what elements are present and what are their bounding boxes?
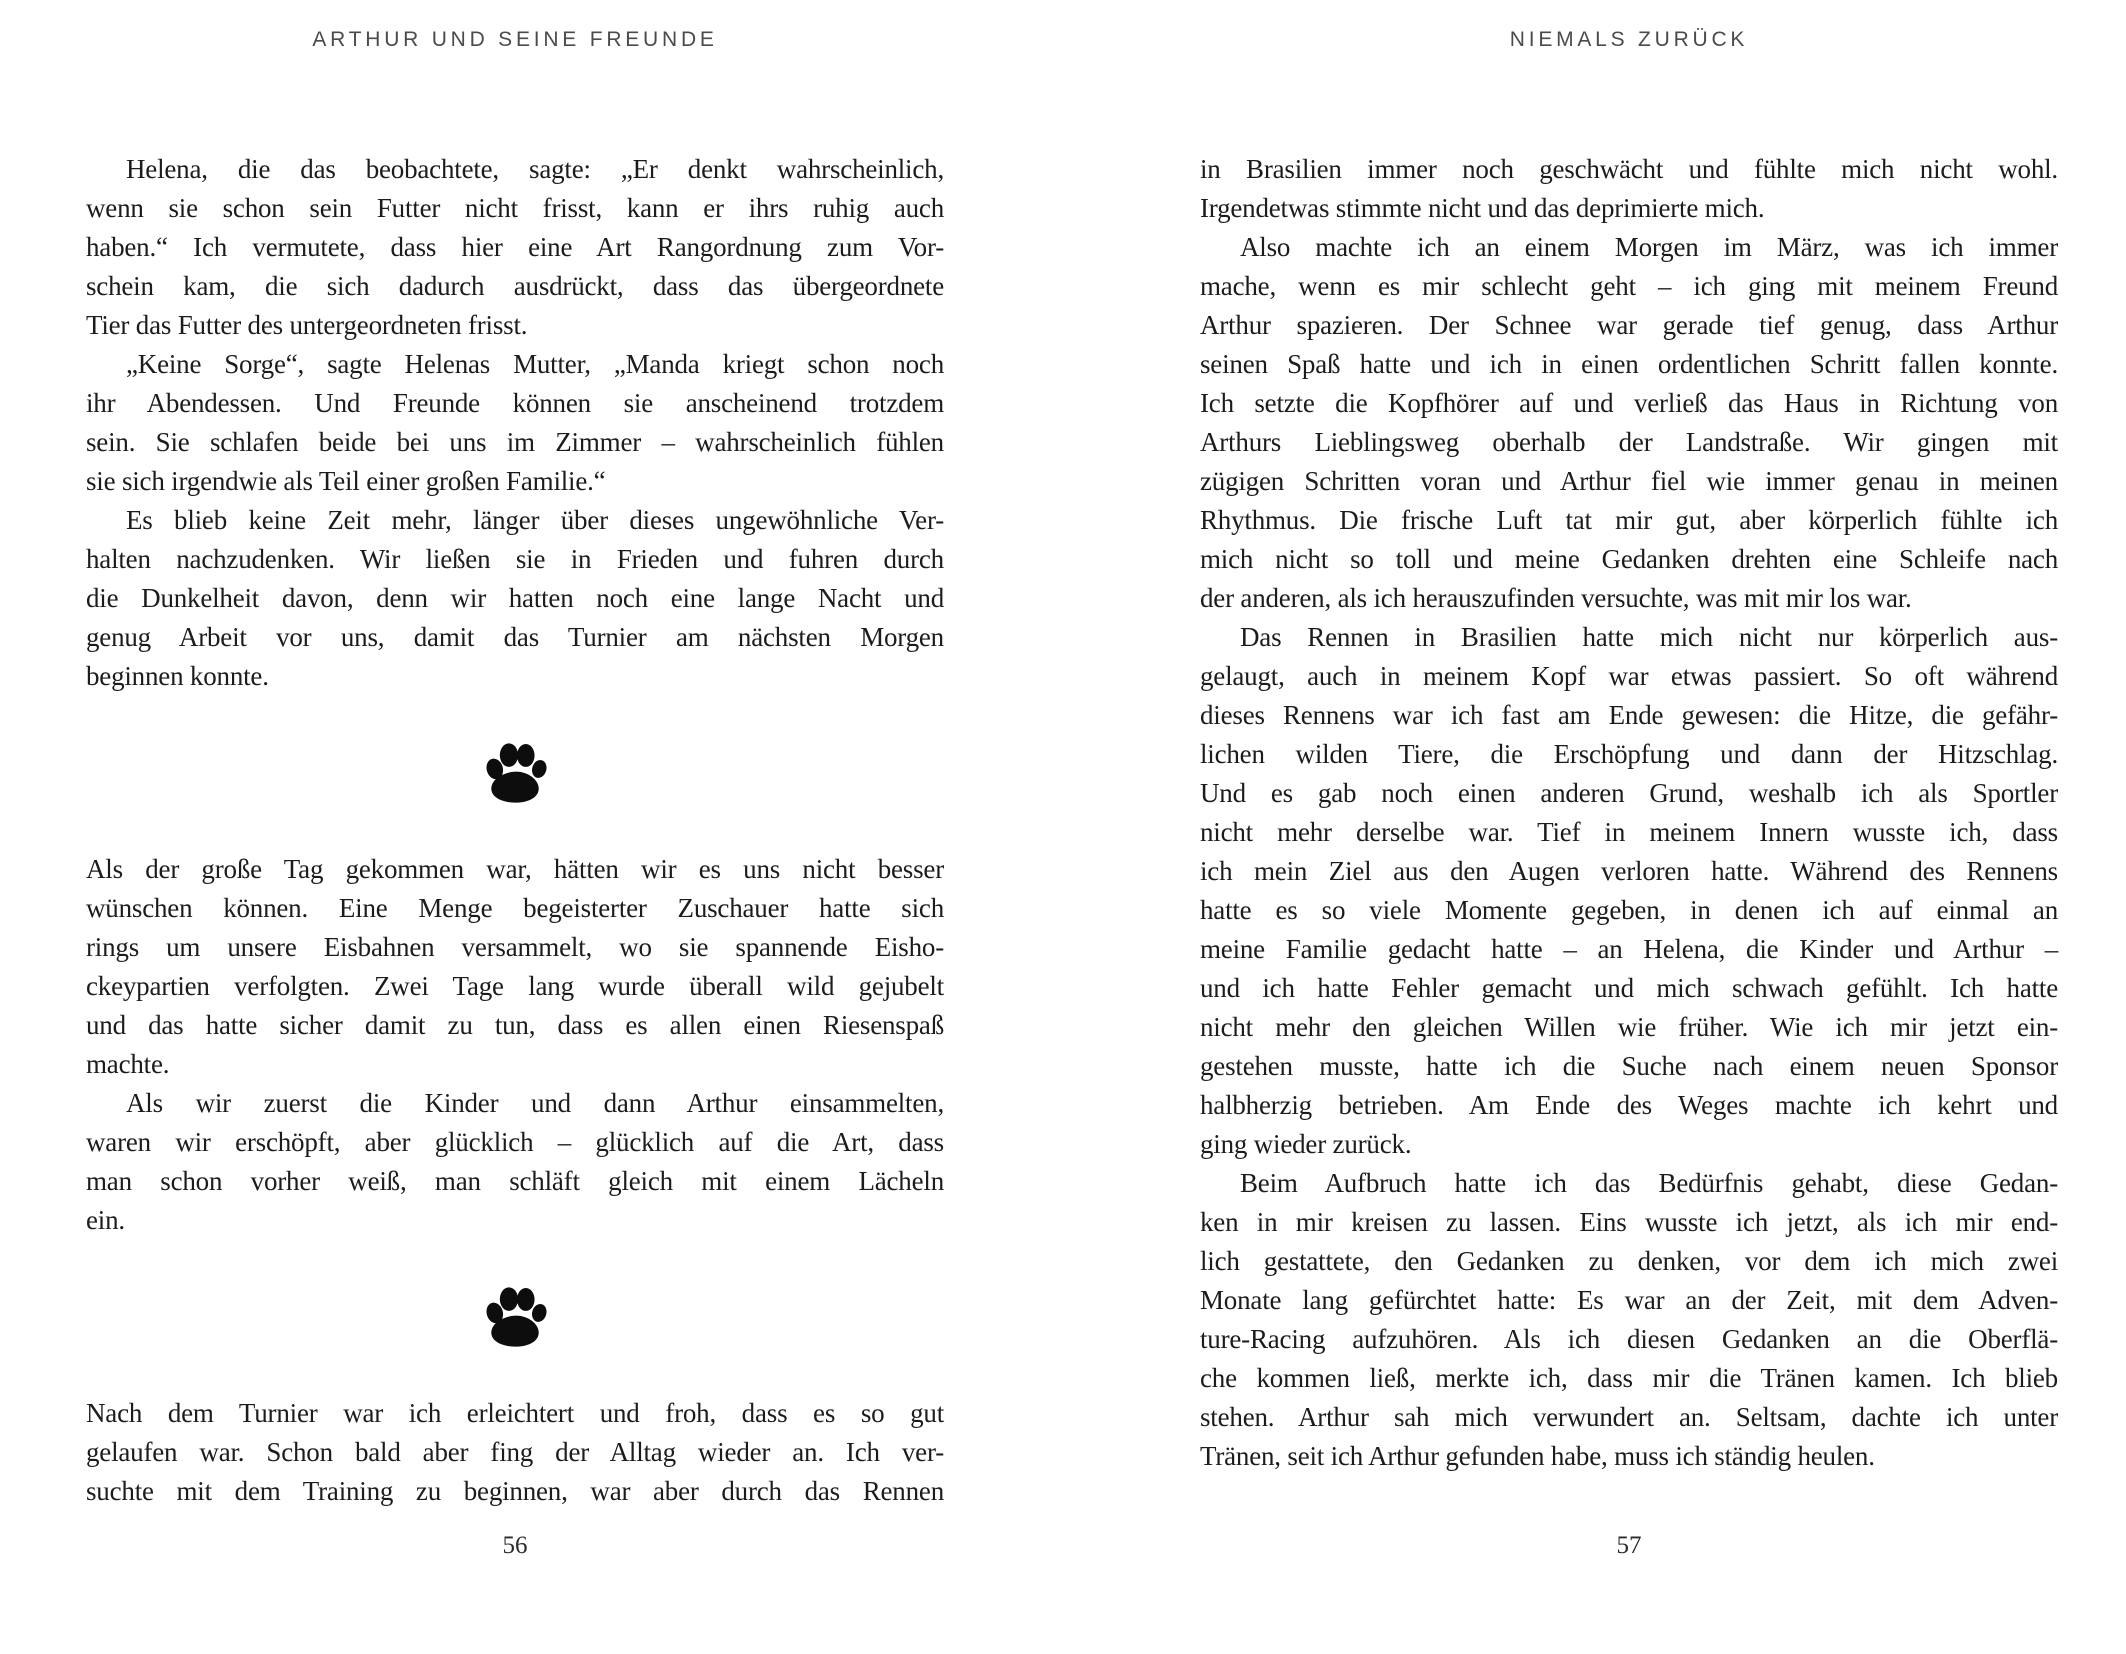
- paragraph: [1200, 618, 2058, 1164]
- text-line: dieses Rennens war ich fast am Ende gewesen: die Hitze, die gefähr-: [1200, 700, 2058, 730]
- paragraph: [1200, 1164, 2058, 1476]
- text-line: Monate lang gefürchtet hatte: Es war an der Zeit, mit dem Adven-: [1200, 1285, 2058, 1315]
- text-line: Arthur spazieren. Der Schnee war gerade tief genug, dass Arthur: [1200, 310, 2058, 340]
- text-line: wünschen können. Eine Menge begeisterter Zuschauer hatte sich: [86, 893, 944, 923]
- right-page: [1200, 0, 2058, 1654]
- text-line: ich mein Ziel aus den Augen verloren hatte. Während des Rennens: [1200, 856, 2058, 886]
- text-line: Irgendetwas stimmte nicht und das deprimierte mich.: [1200, 193, 1765, 223]
- text-line: ture-Racing aufzuhören. Als ich diesen Gedanken an die Oberflä-: [1200, 1324, 2058, 1354]
- text-line: ihr Abendessen. Und Freunde können sie anscheinend trotzdem: [86, 388, 944, 418]
- running-head-left: ARTHUR UND SEINE FREUNDE: [312, 28, 718, 51]
- text-line: gelaugt, auch in meinem Kopf war etwas passiert. So oft während: [1200, 661, 2058, 691]
- text-line: machte.: [86, 1049, 170, 1079]
- text-line: ging wieder zurück.: [1200, 1129, 1412, 1159]
- text-line: gestehen musste, hatte ich die Suche nach einem neuen Sponsor: [1200, 1051, 2058, 1081]
- left-page: [86, 0, 944, 1654]
- paragraph: [86, 501, 944, 696]
- text-line: Arthurs Lieblingsweg oberhalb der Landstraße. Wir gingen mit: [1200, 427, 2058, 457]
- text-line: haben.“ Ich vermutete, dass hier eine Art Rangordnung zum Vor-: [86, 232, 944, 262]
- text-line: seinen Spaß hatte und ich in einen ordentlichen Schritt fallen konnte.: [1200, 349, 2058, 379]
- text-line: lichen wilden Tiere, die Erschöpfung und dann der Hitzschlag.: [1200, 739, 2058, 769]
- paragraph: [1200, 150, 2058, 228]
- paragraph: [86, 850, 944, 1084]
- text-line: beginnen konnte.: [86, 661, 269, 691]
- page-body-right: [1200, 150, 2058, 1476]
- paragraph: [86, 345, 944, 501]
- text-line: Es blieb keine Zeit mehr, länger über dieses ungewöhnliche Ver-: [126, 505, 944, 535]
- text-line: genug Arbeit vor uns, damit das Turnier am nächsten Morgen: [86, 622, 944, 652]
- text-line: mich nicht so toll und meine Gedanken drehten eine Schleife nach: [1200, 544, 2058, 574]
- paragraph: [86, 150, 944, 345]
- page-body-left: [86, 150, 944, 1511]
- text-line: in Brasilien immer noch geschwächt und fühlte mich nicht wohl.: [1200, 154, 2058, 184]
- paragraph: [86, 1084, 944, 1240]
- text-line: und das hatte sicher damit zu tun, dass es allen einen Riesenspaß: [86, 1010, 944, 1040]
- text-line: wenn sie schon sein Futter nicht frisst, kann er ihrs ruhig auch: [86, 193, 944, 223]
- text-line: lich gestattete, den Gedanken zu denken, vor dem ich mich zwei: [1200, 1246, 2058, 1276]
- running-head-right: NIEMALS ZURÜCK: [1509, 28, 1749, 51]
- text-line: Nach dem Turnier war ich erleichtert und froh, dass es so gut: [86, 1398, 944, 1428]
- text-line: Als der große Tag gekommen war, hätten wir es uns nicht besser: [86, 854, 944, 884]
- text-line: halbherzig betrieben. Am Ende des Weges machte ich kehrt und: [1200, 1090, 2058, 1120]
- text-line: Also machte ich an einem Morgen im März, was ich immer: [1240, 232, 2058, 262]
- text-line: „Keine Sorge“, sagte Helenas Mutter, „Manda kriegt schon noch: [126, 349, 944, 379]
- text-line: die Dunkelheit davon, denn wir hatten noch eine lange Nacht und: [86, 583, 944, 613]
- text-line: Und es gab noch einen anderen Grund, weshalb ich als Sportler: [1200, 778, 2058, 808]
- text-line: Rhythmus. Die frische Luft tat mir gut, aber körperlich fühlte ich: [1200, 505, 2058, 535]
- text-line: nicht mehr derselbe war. Tief in meinem Innern wusste ich, dass: [1200, 817, 2058, 847]
- text-line: suchte mit dem Training zu beginnen, war aber durch das Rennen: [86, 1476, 944, 1506]
- page-number-left: 56: [502, 1532, 528, 1559]
- text-line: Helena, die das beobachtete, sagte: „Er denkt wahrscheinlich,: [126, 154, 944, 184]
- text-line: mache, wenn es mir schlecht geht – ich ging mit meinem Freund: [1200, 271, 2058, 301]
- text-line: Ich setzte die Kopfhörer auf und verließ das Haus in Richtung von: [1200, 388, 2058, 418]
- text-line: Beim Aufbruch hatte ich das Bedürfnis gehabt, diese Gedan-: [1240, 1168, 2058, 1198]
- paragraph: [1200, 228, 2058, 618]
- text-line: sein. Sie schlafen beide bei uns im Zimmer – wahrscheinlich fühlen: [86, 427, 944, 457]
- text-line: Das Rennen in Brasilien hatte mich nicht nur körperlich aus-: [1240, 622, 2058, 652]
- paw-print-icon: [86, 1240, 944, 1394]
- text-line: halten nachzudenken. Wir ließen sie in Frieden und fuhren durch: [86, 544, 944, 574]
- text-line: schein kam, die sich dadurch ausdrückt, dass das übergeordnete: [86, 271, 944, 301]
- text-line: hatte es so viele Momente gegeben, in denen ich auf einmal an: [1200, 895, 2058, 925]
- text-line: gelaufen war. Schon bald aber fing der Alltag wieder an. Ich ver-: [86, 1437, 944, 1467]
- text-line: Als wir zuerst die Kinder und dann Arthur einsammelten,: [126, 1088, 944, 1118]
- text-line: sie sich irgendwie als Teil einer großen Familie.“: [86, 466, 606, 496]
- text-line: ken in mir kreisen zu lassen. Eins wusste ich jetzt, als ich mir end-: [1200, 1207, 2058, 1237]
- text-line: und ich hatte Fehler gemacht und mich schwach gefühlt. Ich hatte: [1200, 973, 2058, 1003]
- text-line: Tier das Futter des untergeordneten frisst.: [86, 310, 528, 340]
- page-number-right: 57: [1616, 1532, 1642, 1559]
- text-line: der anderen, als ich herauszufinden versuchte, was mit mir los war.: [1200, 583, 1912, 613]
- text-line: man schon vorher weiß, man schläft gleich mit einem Lächeln: [86, 1166, 944, 1196]
- text-line: zügigen Schritten voran und Arthur fiel wie immer genau in meinen: [1200, 466, 2058, 496]
- text-line: meine Familie gedacht hatte – an Helena, die Kinder und Arthur –: [1200, 934, 2058, 964]
- text-line: waren wir erschöpft, aber glücklich – glücklich auf die Art, dass: [86, 1127, 944, 1157]
- text-line: nicht mehr den gleichen Willen wie früher. Wie ich mir jetzt ein-: [1200, 1012, 2058, 1042]
- text-line: Tränen, seit ich Arthur gefunden habe, muss ich ständig heulen.: [1200, 1441, 1875, 1471]
- text-line: ckeypartien verfolgten. Zwei Tage lang wurde überall wild gejubelt: [86, 971, 944, 1001]
- paw-print-icon: [86, 696, 944, 850]
- text-line: stehen. Arthur sah mich verwundert an. Seltsam, dachte ich unter: [1200, 1402, 2058, 1432]
- text-line: che kommen ließ, merkte ich, dass mir die Tränen kamen. Ich blieb: [1200, 1363, 2058, 1393]
- text-line: ein.: [86, 1205, 125, 1235]
- paragraph: [86, 1394, 944, 1511]
- text-line: rings um unsere Eisbahnen versammelt, wo sie spannende Eisho-: [86, 932, 944, 962]
